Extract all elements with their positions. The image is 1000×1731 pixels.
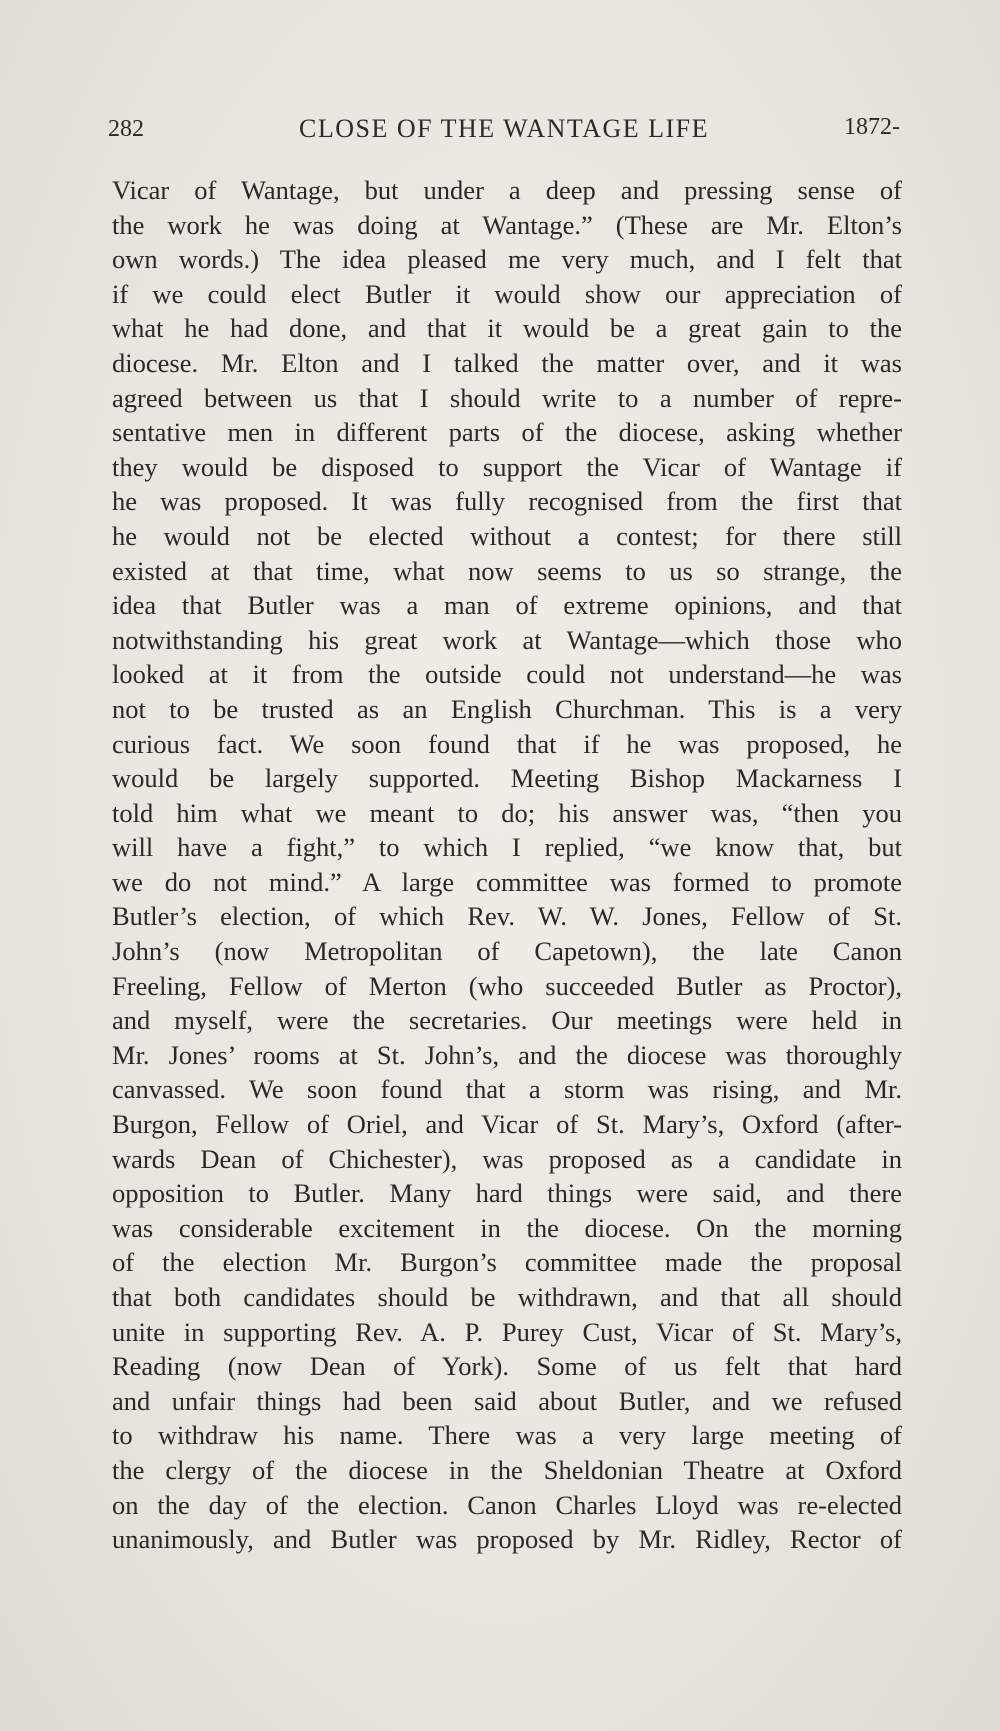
text-line: they would be disposed to support the Vicar of Wantage if <box>112 451 902 482</box>
text-line: notwithstanding his great work at Wantage—which those who <box>112 624 902 655</box>
text-line: John’s (now Metropolitan of Capetown), the late Canon <box>112 936 902 967</box>
text-line: own words.) The idea pleased me very much, and I felt that <box>112 244 902 275</box>
text-line: was considerable excitement in the diocese. On the morning <box>112 1212 902 1243</box>
text-line: opposition to Butler. Many hard things were said, and there <box>112 1178 902 1209</box>
text-line: Freeling, Fellow of Merton (who succeeded Butler as Proctor), <box>112 970 902 1001</box>
text-line: curious fact. We soon found that if he was proposed, he <box>112 728 902 759</box>
text-line: he was proposed. It was fully recognised from the first that <box>112 486 902 517</box>
text-line: of the election Mr. Burgon’s committee made the proposal <box>112 1247 902 1278</box>
text-line: what he had done, and that it would be a great gain to the <box>112 313 902 344</box>
text-line: unite in supporting Rev. A. P. Purey Cust, Vicar of St. Mary’s, <box>112 1316 902 1347</box>
text-line: if we could elect Butler it would show our appreciation of <box>112 278 902 309</box>
text-line: he would not be elected without a contest; for there still <box>112 520 902 551</box>
text-line: the work he was doing at Wantage.” (These are Mr. Elton’s <box>112 209 902 240</box>
text-line: we do not mind.” A large committee was formed to promote <box>112 866 902 897</box>
text-line: idea that Butler was a man of extreme opinions, and that <box>112 590 902 621</box>
text-line: sentative men in different parts of the diocese, asking whether <box>112 417 902 448</box>
year-range: 1872- <box>844 114 900 140</box>
text-line: existed at that time, what now seems to us so strange, the <box>112 555 902 586</box>
text-line: and myself, were the secretaries. Our meetings were held in <box>112 1005 902 1036</box>
text-line: would be largely supported. Meeting Bishop Mackarness I <box>112 763 902 794</box>
text-line: will have a fight,” to which I replied, “we know that, but <box>112 832 902 863</box>
text-line: looked at it from the outside could not understand—he was <box>112 659 902 690</box>
text-line: not to be trusted as an English Churchman. This is a very <box>112 693 902 724</box>
chapter-title: CLOSE OF THE WANTAGE LIFE <box>298 114 709 143</box>
text-line: told him what we meant to do; his answer was, “then you <box>112 797 902 828</box>
text-line: the clergy of the diocese in the Sheldonian Theatre at Oxford <box>112 1454 902 1485</box>
body-text <box>112 173 902 1557</box>
text-line: Burgon, Fellow of Oriel, and Vicar of St. Mary’s, Oxford (after- <box>112 1109 902 1140</box>
running-head <box>108 110 900 150</box>
text-line: unanimously, and Butler was proposed by Mr. Ridley, Rector of <box>112 1524 902 1555</box>
text-line: diocese. Mr. Elton and I talked the matter over, and it was <box>112 347 902 378</box>
text-line: wards Dean of Chichester), was proposed as a candidate in <box>112 1143 902 1174</box>
text-line: to withdraw his name. There was a very large meeting of <box>112 1420 902 1451</box>
text-line: and unfair things had been said about Butler, and we refused <box>112 1385 902 1416</box>
text-line: Mr. Jones’ rooms at St. John’s, and the diocese was thoroughly <box>112 1039 902 1070</box>
text-line: that both candidates should be withdrawn, and that all should <box>112 1282 902 1312</box>
text-line: Reading (now Dean of York). Some of us felt that hard <box>112 1351 902 1382</box>
text-line: Vicar of Wantage, but under a deep and pressing sense of <box>112 175 902 205</box>
text-line: Butler’s election, of which Rev. W. W. Jones, Fellow of St. <box>112 901 902 932</box>
text-line: agreed between us that I should write to a number of repre- <box>112 382 902 413</box>
text-line: canvassed. We soon found that a storm was rising, and Mr. <box>112 1074 902 1105</box>
page-number: 282 <box>108 116 144 142</box>
text-line: on the day of the election. Canon Charles Lloyd was re-elected <box>112 1489 902 1520</box>
